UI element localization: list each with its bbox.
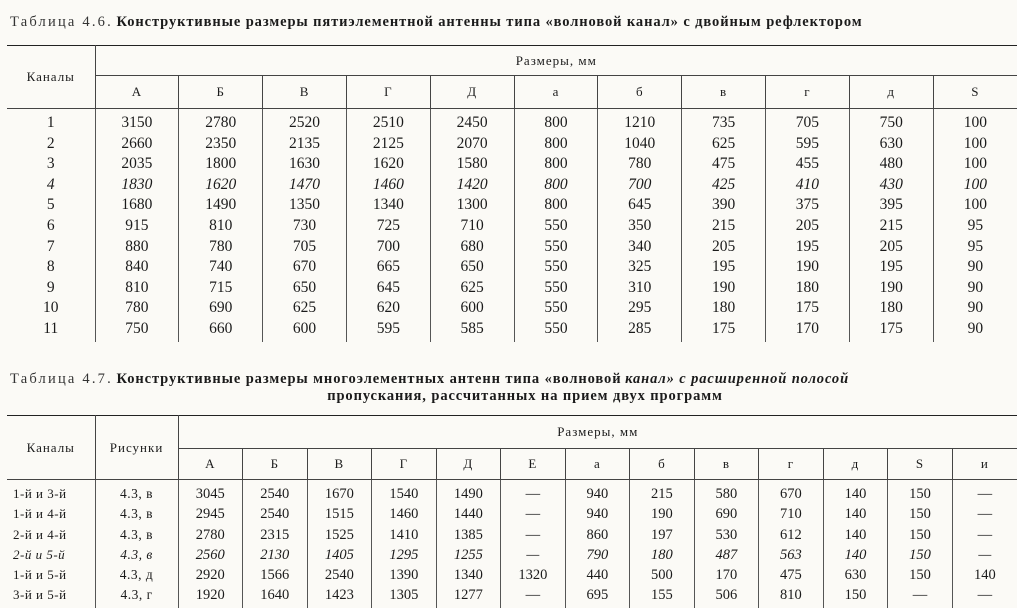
table1-cell: 735 [682, 109, 766, 134]
table2-caption-text: Конструктивные размеры многоэлементных антенн типа «волновой [116, 371, 622, 387]
table1-cell: 800 [514, 109, 598, 134]
table2-cell: 530 [694, 525, 759, 545]
table1-cell: 325 [598, 257, 682, 278]
table1-cell: 3 [7, 154, 95, 175]
table1-cell: 100 [933, 134, 1017, 155]
table1-col-header: Д [430, 76, 514, 109]
table1-cell: 295 [598, 298, 682, 319]
table2-cell: 150 [888, 480, 953, 505]
table1-cell: 285 [598, 319, 682, 342]
table2-cell: 506 [694, 585, 759, 607]
table1-cell: 625 [263, 298, 347, 319]
table2-cell: — [952, 504, 1017, 524]
table2-cell: 2560 [178, 545, 243, 565]
table2-cell: 563 [759, 545, 824, 565]
table-row [7, 545, 1017, 565]
table1-col-header: д [849, 76, 933, 109]
table1-cell: 595 [766, 134, 850, 155]
table1-cell: 730 [263, 216, 347, 237]
table1-cell: 11 [7, 319, 95, 342]
table1-cell: 175 [766, 298, 850, 319]
table1-cell: 9 [7, 278, 95, 299]
table2-col-header: д [823, 449, 888, 480]
table2-cell: 4.3, в [95, 545, 178, 565]
table2-cell: — [952, 545, 1017, 565]
table1-cell: 1420 [430, 175, 514, 196]
table2-cell: 2540 [243, 480, 308, 505]
table1-cell: 550 [514, 319, 598, 342]
table2-cell: 500 [630, 565, 695, 585]
table2-cell: 190 [630, 504, 695, 524]
table1-cell: 1470 [263, 175, 347, 196]
table2-cell: 940 [565, 504, 630, 524]
table-row [7, 257, 1017, 278]
table2-cell: 690 [694, 504, 759, 524]
table1-cell: 395 [849, 195, 933, 216]
table1-cell: 95 [933, 237, 1017, 258]
table1-cell: 1620 [346, 154, 430, 175]
table2-cell: 180 [630, 545, 695, 565]
table1-cell: 690 [179, 298, 263, 319]
table2-col-header: Б [243, 449, 308, 480]
table1-cell: 100 [933, 195, 1017, 216]
table2-cell: 475 [759, 565, 824, 585]
table2-cell: 1295 [372, 545, 437, 565]
table1-cell: 600 [430, 298, 514, 319]
table1-cell: 700 [598, 175, 682, 196]
table2-col-header: Д [436, 449, 501, 480]
table-row [7, 154, 1017, 175]
table2-cell: 150 [888, 545, 953, 565]
table1-cell: 205 [849, 237, 933, 258]
table1-cell: 2660 [95, 134, 179, 155]
table2-cell: 4.3, в [95, 525, 178, 545]
table1-cell: 350 [598, 216, 682, 237]
table2-col-header: б [630, 449, 695, 480]
table1-cell: 425 [682, 175, 766, 196]
table1-col-header: г [766, 76, 850, 109]
table1-cell: 410 [766, 175, 850, 196]
table2-cell: 1525 [307, 525, 372, 545]
table2-cell: 2130 [243, 545, 308, 565]
table2-cell: — [888, 585, 953, 607]
table2-cell: — [501, 525, 566, 545]
table1-cell: 7 [7, 237, 95, 258]
table2-cell: 150 [888, 565, 953, 585]
table2-cell: 1-й и 5-й [7, 565, 95, 585]
table2-cell: 2540 [307, 565, 372, 585]
table2-cell: 790 [565, 545, 630, 565]
table2-cell: 710 [759, 504, 824, 524]
table1-cell: 625 [430, 278, 514, 299]
table2-cell: 1305 [372, 585, 437, 607]
table1-cell: 180 [766, 278, 850, 299]
table1-cell: 650 [263, 278, 347, 299]
table1-cell: 340 [598, 237, 682, 258]
table2-cell: 1385 [436, 525, 501, 545]
table1-cell: 1620 [179, 175, 263, 196]
table2-cell: 3045 [178, 480, 243, 505]
table2-cell: 440 [565, 565, 630, 585]
table1-cell: 1830 [95, 175, 179, 196]
table1-cell: 2450 [430, 109, 514, 134]
table1-cell: 90 [933, 298, 1017, 319]
table1-cell: 10 [7, 298, 95, 319]
table2-cell: 4.3, д [95, 565, 178, 585]
table1-cell: 4 [7, 175, 95, 196]
table2-cell: 860 [565, 525, 630, 545]
table1-cell: 100 [933, 109, 1017, 134]
table1-cell: 1300 [430, 195, 514, 216]
table1-cell: 2780 [179, 109, 263, 134]
table1-col-header: В [263, 76, 347, 109]
table2-cell: 1340 [436, 565, 501, 585]
table2 [7, 415, 1017, 608]
table-row [7, 480, 1017, 505]
table1-cell: 3150 [95, 109, 179, 134]
table1-cell: 2350 [179, 134, 263, 155]
table2-header-group: Размеры, мм [178, 416, 1017, 449]
table1-cell: 90 [933, 319, 1017, 342]
table1-cell: 195 [849, 257, 933, 278]
table1-cell: 595 [346, 319, 430, 342]
table1-col-header: S [933, 76, 1017, 109]
table1-cell: 455 [766, 154, 850, 175]
table2-cell: 150 [888, 525, 953, 545]
table2-cell: 140 [823, 525, 888, 545]
table1-col-header: Г [346, 76, 430, 109]
table1-cell: 2 [7, 134, 95, 155]
table2-col-header: и [952, 449, 1017, 480]
table2-cell: 1540 [372, 480, 437, 505]
table1-cell: 2125 [346, 134, 430, 155]
table1-col-header: б [598, 76, 682, 109]
table2-cell: 150 [888, 504, 953, 524]
table1-cell: 705 [766, 109, 850, 134]
table1-cell: 8 [7, 257, 95, 278]
table1-cell: 625 [682, 134, 766, 155]
table2-cell: 140 [823, 545, 888, 565]
table1-cell: 550 [514, 278, 598, 299]
table1-cell: 1680 [95, 195, 179, 216]
table1-cell: 800 [514, 154, 598, 175]
table1-cell: 630 [849, 134, 933, 155]
table1-cell: 90 [933, 257, 1017, 278]
table2-caption-italic: канал» с расширенной полосой [625, 371, 850, 387]
table1-cell: 1800 [179, 154, 263, 175]
table1-cell: 2070 [430, 134, 514, 155]
table2-cell: — [501, 480, 566, 505]
table1-cell: 190 [849, 278, 933, 299]
table2-cell: — [501, 585, 566, 607]
table-row [7, 585, 1017, 607]
table1-cell: 215 [682, 216, 766, 237]
table1-cell: 1340 [346, 195, 430, 216]
table2-cell: 1255 [436, 545, 501, 565]
table2-cell: 215 [630, 480, 695, 505]
table2-cell: 197 [630, 525, 695, 545]
table2-cell: 1405 [307, 545, 372, 565]
table1-cell: 650 [430, 257, 514, 278]
table-row [7, 298, 1017, 319]
table2-cell: 630 [823, 565, 888, 585]
table2-col-header: В [307, 449, 372, 480]
table1-cell: 205 [766, 216, 850, 237]
table2-cell: 170 [694, 565, 759, 585]
table2-col-header: Г [372, 449, 437, 480]
table1-cell: 1210 [598, 109, 682, 134]
table2-caption [10, 371, 1010, 405]
table1-cell: 180 [682, 298, 766, 319]
table2-cell: 4.3, в [95, 504, 178, 524]
table2-cell: 670 [759, 480, 824, 505]
table2-cell: 155 [630, 585, 695, 607]
table1-cell: 550 [514, 216, 598, 237]
table1-cell: 800 [514, 134, 598, 155]
table1-cell: 620 [346, 298, 430, 319]
table2-cell: 140 [952, 565, 1017, 585]
table1-cell: 780 [598, 154, 682, 175]
table1-cell: 2135 [263, 134, 347, 155]
table1-cell: 90 [933, 278, 1017, 299]
table2-cell: 140 [823, 480, 888, 505]
table2-cell: 487 [694, 545, 759, 565]
table1-col-header: а [514, 76, 598, 109]
table1-cell: 550 [514, 298, 598, 319]
table1-cell: 915 [95, 216, 179, 237]
table1-caption-prefix: Таблица 4.6. [10, 14, 113, 30]
table1-cell: 645 [598, 195, 682, 216]
table-row [7, 175, 1017, 196]
table2-cell: — [501, 545, 566, 565]
table1-cell: 2520 [263, 109, 347, 134]
table1-cell: 800 [514, 175, 598, 196]
table2-cell: 1440 [436, 504, 501, 524]
table1-cell: 390 [682, 195, 766, 216]
table-row [7, 109, 1017, 134]
table1-caption-text: Конструктивные размеры пятиэлементной антенны типа «волновой канал» с двойным рефлектором [116, 14, 863, 30]
table2-cell: 1277 [436, 585, 501, 607]
table2-cell: 1320 [501, 565, 566, 585]
table2-cell: 612 [759, 525, 824, 545]
table1-cell: 550 [514, 237, 598, 258]
table2-cell: — [952, 585, 1017, 607]
table2-cell: 4.3, в [95, 480, 178, 505]
table1-cell: 170 [766, 319, 850, 342]
table-row [7, 237, 1017, 258]
table1-cell: 715 [179, 278, 263, 299]
table1-cell: 740 [179, 257, 263, 278]
table-row [7, 504, 1017, 524]
table2-col-header: в [694, 449, 759, 480]
table2-cell: 695 [565, 585, 630, 607]
table1-cell: 750 [849, 109, 933, 134]
table1-cell: 205 [682, 237, 766, 258]
table2-cell: 1-й и 3-й [7, 480, 95, 505]
table1-cell: 700 [346, 237, 430, 258]
table2-cell: 1515 [307, 504, 372, 524]
table1-cell: 1460 [346, 175, 430, 196]
table1-cell: 2035 [95, 154, 179, 175]
table1-cell: 1 [7, 109, 95, 134]
table2-cell: 140 [823, 504, 888, 524]
table1-cell: 480 [849, 154, 933, 175]
table2-cell: 580 [694, 480, 759, 505]
table-row [7, 278, 1017, 299]
table2-header-figures: Рисунки [95, 416, 178, 480]
table1-cell: 750 [95, 319, 179, 342]
table1-cell: 660 [179, 319, 263, 342]
table1-cell: 725 [346, 216, 430, 237]
table2-cell: — [952, 525, 1017, 545]
table1-cell: 95 [933, 216, 1017, 237]
table-row [7, 195, 1017, 216]
table1-cell: 100 [933, 154, 1017, 175]
table1-cell: 2510 [346, 109, 430, 134]
table2-col-header: г [759, 449, 824, 480]
table1-col-header: Б [179, 76, 263, 109]
table2-cell: 1410 [372, 525, 437, 545]
table2-col-header: S [888, 449, 953, 480]
table1-cell: 375 [766, 195, 850, 216]
table1-cell: 1350 [263, 195, 347, 216]
table2-header-channels: Каналы [7, 416, 95, 480]
table-row [7, 565, 1017, 585]
table2-cell: 2945 [178, 504, 243, 524]
table2-cell: 4.3, г [95, 585, 178, 607]
table1-cell: 195 [682, 257, 766, 278]
table1-cell: 175 [849, 319, 933, 342]
table2-cell: 810 [759, 585, 824, 607]
table2-cell: 940 [565, 480, 630, 505]
table2-caption-line2: пропускания, рассчитанных на прием двух программ [327, 388, 723, 404]
table2-cell: 2-й и 5-й [7, 545, 95, 565]
table1-cell: 100 [933, 175, 1017, 196]
table2-cell: 1460 [372, 504, 437, 524]
table2-cell: 2920 [178, 565, 243, 585]
table2-cell: 1390 [372, 565, 437, 585]
table2-cell: 1423 [307, 585, 372, 607]
table1-cell: 430 [849, 175, 933, 196]
table-row [7, 525, 1017, 545]
table1-cell: 1580 [430, 154, 514, 175]
table1-col-header: А [95, 76, 179, 109]
table1-cell: 195 [766, 237, 850, 258]
table1-col-header: в [682, 76, 766, 109]
table1-cell: 1630 [263, 154, 347, 175]
table2-cell: 1490 [436, 480, 501, 505]
table2-cell: 1566 [243, 565, 308, 585]
table1-cell: 780 [179, 237, 263, 258]
table2-cell: 2540 [243, 504, 308, 524]
table1-cell: 175 [682, 319, 766, 342]
table1 [7, 45, 1017, 342]
table1-cell: 710 [430, 216, 514, 237]
table-row [7, 319, 1017, 342]
table1-cell: 670 [263, 257, 347, 278]
table2-cell: 1640 [243, 585, 308, 607]
table2-col-header: а [565, 449, 630, 480]
table1-header-group: Размеры, мм [95, 46, 1017, 76]
table2-col-header: Е [501, 449, 566, 480]
table2-cell: 1-й и 4-й [7, 504, 95, 524]
table1-cell: 550 [514, 257, 598, 278]
table2-cell: — [952, 480, 1017, 505]
table1-cell: 810 [179, 216, 263, 237]
table2-cell: 1920 [178, 585, 243, 607]
table1-cell: 215 [849, 216, 933, 237]
table1-cell: 840 [95, 257, 179, 278]
table1-cell: 475 [682, 154, 766, 175]
table1-cell: 180 [849, 298, 933, 319]
table1-cell: 665 [346, 257, 430, 278]
table2-cell: 2315 [243, 525, 308, 545]
table1-cell: 190 [766, 257, 850, 278]
table1-cell: 310 [598, 278, 682, 299]
table-row [7, 134, 1017, 155]
table-row [7, 216, 1017, 237]
table2-cell: 2780 [178, 525, 243, 545]
table1-cell: 585 [430, 319, 514, 342]
table2-cell: 2-й и 4-й [7, 525, 95, 545]
table1-cell: 800 [514, 195, 598, 216]
table1-cell: 705 [263, 237, 347, 258]
table1-header-channels: Каналы [7, 46, 95, 109]
table1-cell: 645 [346, 278, 430, 299]
table2-cell: 1670 [307, 480, 372, 505]
table1-caption [10, 14, 1010, 31]
table1-cell: 190 [682, 278, 766, 299]
table2-cell: — [501, 504, 566, 524]
table1-cell: 5 [7, 195, 95, 216]
table1-cell: 810 [95, 278, 179, 299]
table1-cell: 600 [263, 319, 347, 342]
table1-cell: 880 [95, 237, 179, 258]
table1-cell: 1490 [179, 195, 263, 216]
table1-cell: 780 [95, 298, 179, 319]
table2-caption-prefix: Таблица 4.7. [10, 371, 113, 387]
table2-cell: 150 [823, 585, 888, 607]
table1-cell: 1040 [598, 134, 682, 155]
table2-col-header: А [178, 449, 243, 480]
table1-cell: 680 [430, 237, 514, 258]
table2-cell: 3-й и 5-й [7, 585, 95, 607]
table1-cell: 6 [7, 216, 95, 237]
